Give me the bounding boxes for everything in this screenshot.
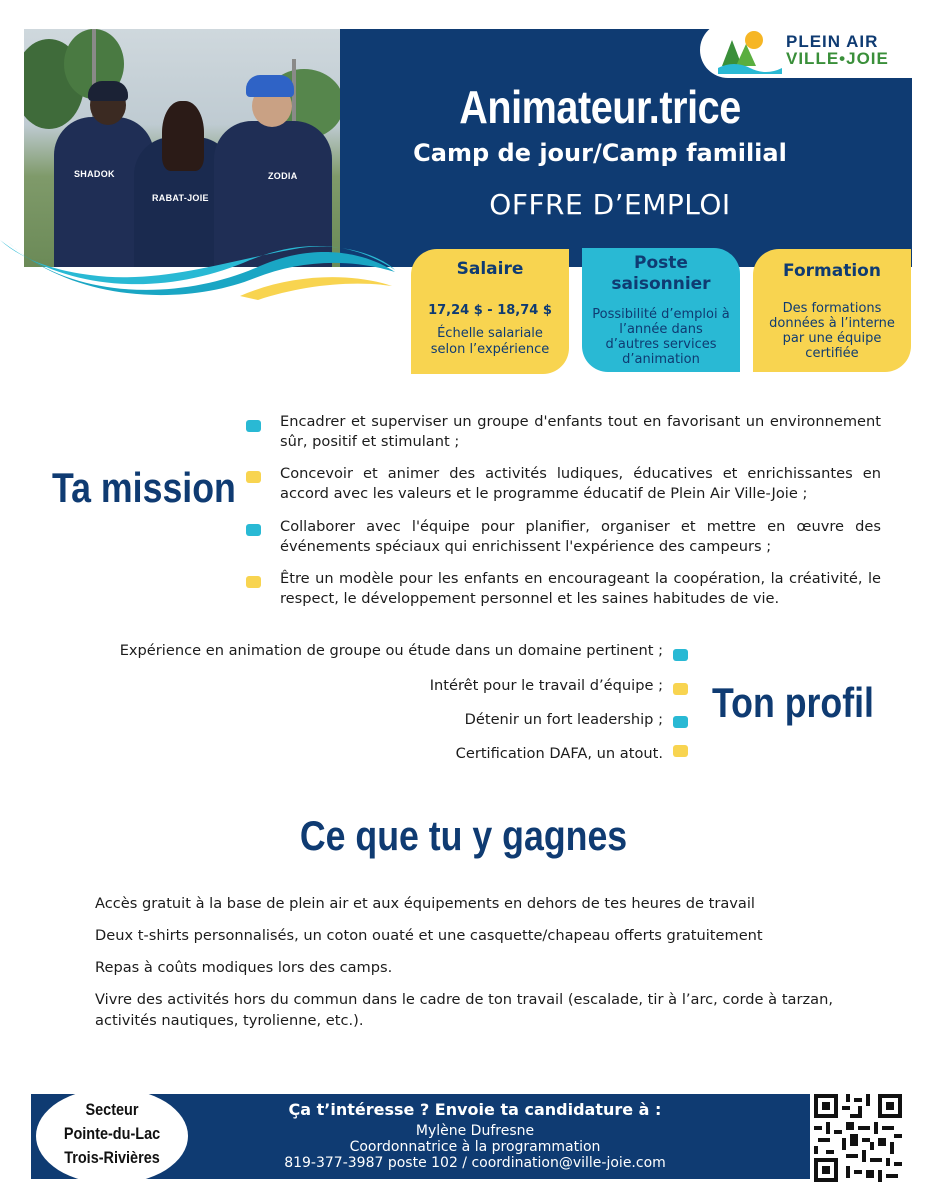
- job-title: Animateur.trice: [459, 81, 741, 133]
- shirt-label: RABAT-JOIE: [152, 193, 209, 203]
- mission-item: Collaborer avec l'équipe pour planifier, organiser et mettre en œuvre des événements spéciaux qui enrichissent l'expérience des campeurs ;: [280, 518, 881, 555]
- benefit-item: Deux t-shirts personnalisés, un coton ouaté et une casquette/chapeau offerts gratuitement: [95, 927, 763, 944]
- bullet-icon: [673, 683, 688, 695]
- shirt-label: ZODIA: [268, 171, 298, 181]
- sector-line: Pointe-du-Lac: [63, 1124, 161, 1143]
- bullet-icon: [673, 745, 688, 757]
- qr-code-icon[interactable]: [814, 1094, 902, 1182]
- offer-label: OFFRE D’EMPLOI: [489, 188, 731, 221]
- mission-item: Encadrer et superviser un groupe d'enfants tout en favorisant un environnement sûr, positif et stimulant ;: [280, 413, 881, 450]
- mission-item: Être un modèle pour les enfants en encourageant la coopération, la créativité, le respect, le développement personnel et les saines habitudes de vie.: [280, 570, 881, 607]
- bullet-icon: [673, 649, 688, 661]
- job-subtitle: Camp de jour/Camp familial: [413, 139, 787, 167]
- training-card: [753, 249, 911, 372]
- card-title: Salaire: [456, 259, 524, 279]
- salary-amount: 17,24 $ - 18,74 $: [428, 303, 552, 318]
- sector-label: [47, 1098, 176, 1170]
- cta-title: Ça t’intéresse ? Envoie ta candidature à :: [288, 1100, 662, 1119]
- profile-item: Détenir un fort leadership ;: [464, 711, 663, 728]
- seasonal-card: [582, 248, 740, 372]
- contact-name: Mylène Dufresne: [415, 1123, 535, 1139]
- logo-text-bottom: VILLE•JOIE: [786, 49, 889, 68]
- profile-item: Certification DAFA, un atout.: [455, 745, 663, 762]
- bullet-icon: [246, 420, 261, 432]
- benefit-item: Accès gratuit à la base de plein air et aux équipements en dehors de tes heures de travail: [95, 895, 755, 912]
- benefits-heading: Ce que tu y gagnes: [299, 812, 628, 859]
- mission-heading: Ta mission: [52, 464, 236, 511]
- card-title: Formation: [783, 261, 881, 281]
- benefit-item: Vivre des activités hors du commun dans le cadre de ton travail (escalade, tir à l’arc, corde à tarzan, activités nautiques, tyrolienne, etc.).: [95, 991, 833, 1029]
- logo-text-top: PLEIN AIR: [786, 32, 879, 51]
- bullet-icon: [246, 471, 261, 483]
- bullet-icon: [246, 524, 261, 536]
- bullet-icon: [246, 576, 261, 588]
- contact-info[interactable]: 819-377-3987 poste 102 / coordination@ville-joie.com: [284, 1155, 666, 1171]
- card-note: Possibilité d’emploi à l’année dans d’autres services d’animation: [592, 307, 730, 367]
- shirt-label: SHADOK: [74, 169, 115, 179]
- mission-item: Concevoir et animer des activités ludiques, éducatives et enrichissantes en accord avec les valeurs et le programme éducatif de Plein Air Ville-Joie ;: [280, 465, 881, 502]
- sector-line: Secteur: [85, 1100, 139, 1119]
- sector-line: Trois-Rivières: [64, 1148, 160, 1167]
- card-note: Échelle salariale selon l’expérience: [430, 326, 550, 357]
- logo-icon: [714, 26, 784, 76]
- contact-role: Coordonnatrice à la programmation: [349, 1139, 601, 1155]
- profile-item: Expérience en animation de groupe ou étude dans un domaine pertinent ;: [119, 642, 663, 659]
- salary-card: [411, 249, 569, 374]
- profile-heading: Ton profil: [712, 679, 874, 726]
- bullet-icon: [673, 716, 688, 728]
- card-title: Poste saisonnier: [611, 253, 711, 294]
- card-note: Des formations données à l’interne par une équipe certifiée: [769, 301, 895, 361]
- benefit-item: Repas à coûts modiques lors des camps.: [95, 959, 393, 976]
- profile-item: Intérêt pour le travail d’équipe ;: [429, 677, 663, 694]
